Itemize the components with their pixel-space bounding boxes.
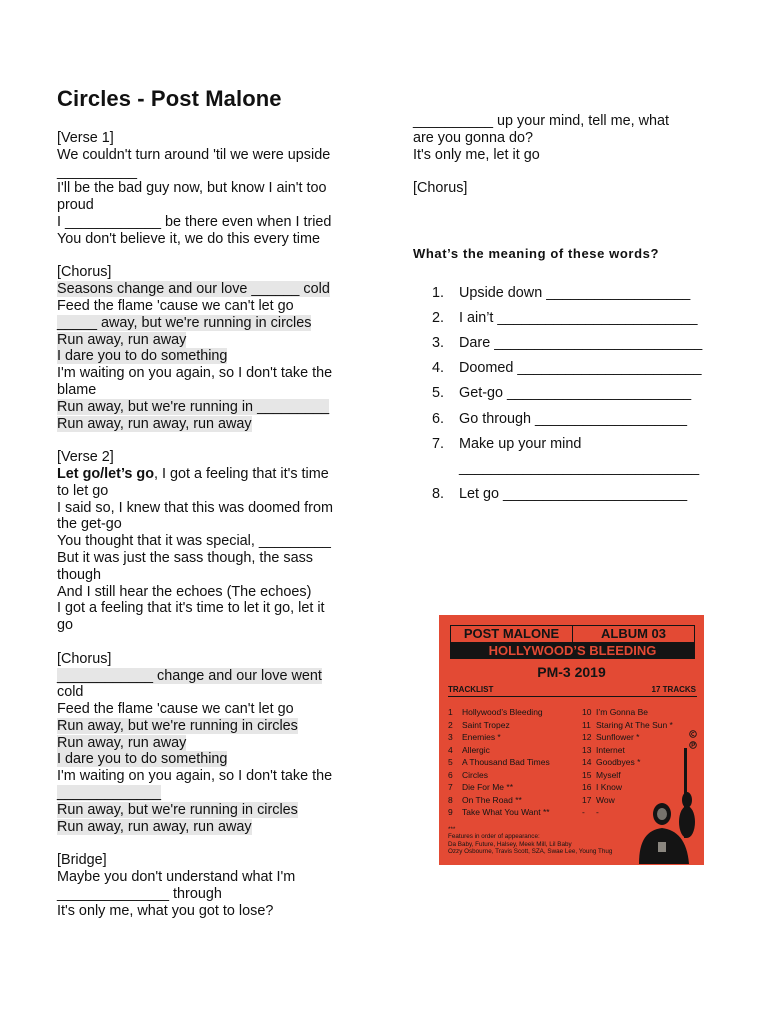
album-header (450, 625, 695, 643)
vocab-row (432, 482, 702, 507)
track-count: 17 TRACKS (651, 685, 696, 694)
lyric-line (57, 600, 357, 617)
lyric-line (57, 802, 357, 819)
lyric-line (57, 819, 357, 836)
vocab-term: Doomed _______________________ (459, 360, 702, 377)
lyric-text: I'll be the bad guy now, but know I ain't too (57, 180, 327, 197)
lyric-line (57, 147, 357, 164)
track-row (448, 744, 578, 757)
track-title: - (596, 807, 599, 817)
lyric-text: I dare you to do something (57, 348, 228, 365)
lyric-line (57, 701, 357, 718)
lyric-text: blame (57, 381, 97, 398)
lyric-line (57, 382, 357, 399)
album-title-bar: HOLLYWOOD’S BLEEDING (450, 642, 695, 659)
lyric-text: [Chorus] (57, 264, 112, 281)
lyric-line (57, 164, 357, 181)
lyric-text: I ____________ be there even when I tried (57, 213, 332, 230)
lyric-text: [Chorus] (57, 650, 112, 667)
track-number: 3 (448, 732, 453, 742)
lyric-text: _____________ (57, 785, 162, 802)
lyric-line (57, 180, 357, 197)
lyric-text: It's only me, what you got to lose? (57, 902, 274, 919)
lyric-text: Run away, but we're running in circles (57, 801, 298, 818)
track-title: Sunflower * (596, 732, 640, 742)
vocab-term: Upside down __________________ (459, 284, 691, 301)
lyric-text: [Bridge] (57, 852, 107, 869)
track-number: 1 (448, 707, 453, 717)
lyric-line (57, 264, 357, 281)
lyric-line (57, 550, 357, 567)
lyric-text: Run away, run away (57, 734, 187, 751)
lyric-text: Run away, run away, run away (57, 818, 252, 835)
vocab-term: Dare __________________________ (459, 334, 703, 351)
vocab-number: 1. (432, 284, 445, 301)
lyric-line (413, 113, 713, 130)
lyric-text: [Chorus] (413, 180, 468, 197)
lyric-text: Let go/let’s go, I got a feeling that it's time (57, 465, 329, 482)
lyric-text: Feed the flame 'cause we can't let go (57, 701, 294, 718)
track-title: Staring At The Sun * (596, 719, 673, 730)
vocab-entry (432, 330, 702, 355)
lyric-line (57, 281, 357, 298)
lyrics-column-left (57, 130, 357, 919)
lyric-text: I got a feeling that it's time to let it go, let it (57, 600, 325, 617)
track-title: Internet (596, 744, 625, 755)
lyric-text: __________ up your mind, tell me, what (413, 113, 669, 129)
lyric-text: Run away, run away (57, 331, 187, 348)
blank-line (57, 634, 357, 651)
track-number: 2 (448, 719, 453, 730)
track-row (448, 769, 578, 782)
vocab-row (432, 356, 702, 381)
lyric-text: You don't believe it, we do this every time (57, 230, 320, 247)
lyric-line (57, 903, 357, 920)
track-row (448, 706, 578, 719)
lyric-line (57, 466, 357, 483)
lyric-text: ____________ change and our love went (57, 667, 322, 684)
track-number: 8 (448, 794, 453, 805)
lyric-line (57, 214, 357, 231)
track-number: 11 (582, 719, 591, 730)
track-title: Saint Tropez (462, 719, 510, 730)
track-title: Hollywood’s Bleeding (462, 707, 543, 717)
lyric-line (57, 500, 357, 517)
lyric-line (57, 886, 357, 903)
vocab-list (432, 280, 702, 507)
lyric-text: Run away, but we're running in circles (57, 717, 298, 734)
lyric-text: And I still hear the echoes (The echoes) (57, 583, 312, 600)
artist-photo-icon (629, 730, 701, 864)
notes-heading: Features in order of appearance: (448, 833, 540, 841)
lyric-text: go (57, 617, 74, 634)
lyric-line (413, 147, 713, 164)
notes-line: Da Baby, Future, Halsey, Meek Mill, Lil Baby (448, 840, 572, 848)
lyric-text: [Verse 1] (57, 130, 114, 146)
lyric-line (57, 483, 357, 500)
track-number: 15 (582, 769, 592, 780)
lyric-line (57, 315, 357, 332)
vocab-number: 6. (432, 410, 445, 427)
blank-line (57, 432, 357, 449)
lyric-line (57, 684, 357, 701)
lyric-line (57, 449, 357, 466)
lyric-line (57, 668, 357, 685)
vocab-term: Let go _______________________ (459, 486, 688, 503)
notes-mark: *** (448, 826, 456, 833)
album-number: ALBUM 03 (600, 626, 666, 641)
vocab-entry (432, 431, 702, 481)
lyric-text: Run away, run away, run away (57, 415, 252, 432)
track-title: A Thousand Bad Times (462, 757, 550, 767)
tracklist-label: TRACKLIST (448, 685, 494, 694)
track-title: Goodbyes * (596, 757, 641, 767)
lyric-line (57, 735, 357, 752)
vocab-entry (432, 482, 702, 507)
track-title: I’m Gonna Be (596, 707, 648, 717)
lyric-text: But it was just the sass though, the sass (57, 549, 313, 566)
track-number: 4 (448, 744, 453, 755)
track-number: - (582, 807, 585, 817)
vocab-row (432, 431, 702, 456)
lyric-line (57, 197, 357, 214)
lyric-text: Maybe you don't understand what I'm (57, 869, 296, 886)
lyric-text: I'm waiting on you again, so I don't take the (57, 365, 333, 382)
track-number: 9 (448, 807, 453, 817)
lyric-text: _____ away, but we're running in circles (57, 314, 312, 331)
vocab-number: 4. (432, 360, 445, 377)
vocab-row (432, 280, 702, 305)
vocab-entry (432, 406, 702, 431)
lyric-line (57, 231, 357, 248)
track-title: I Know (596, 782, 622, 792)
lyric-line (57, 416, 357, 433)
vocab-row (432, 305, 702, 330)
blank-line (57, 835, 357, 852)
tracklist-left (448, 706, 578, 819)
track-title: Allergic (462, 744, 490, 755)
track-title: Myself (596, 769, 621, 780)
track-title: Wow (596, 794, 615, 805)
lyric-line (57, 348, 357, 365)
lyric-text: Run away, but we're running in _________ (57, 398, 330, 415)
lyrics-column-right (413, 113, 713, 197)
lyric-text: I said so, I knew that this was doomed from (57, 499, 333, 516)
lyric-line (57, 130, 357, 147)
lyric-line (57, 584, 357, 601)
vocab-term: Make up your mind (459, 435, 582, 452)
lyric-line (57, 399, 357, 416)
lyric-text: are you gonna do? (413, 129, 534, 146)
lyric-text: I'm waiting on you again, so I don't take the (57, 768, 333, 785)
track-row (448, 806, 578, 819)
album-cover (439, 615, 704, 865)
lyric-line (57, 567, 357, 584)
lyric-line (57, 365, 357, 382)
lyric-line (57, 332, 357, 349)
lyric-text: though (57, 566, 102, 583)
lyric-text: to let go (57, 482, 109, 499)
lyric-text: Seasons change and our love ______ cold (57, 281, 330, 298)
track-row (582, 706, 682, 719)
track-title: Take What You Want ** (462, 807, 550, 817)
track-number: 5 (448, 757, 453, 767)
blank-line (413, 163, 713, 180)
lyric-text: [Verse 2] (57, 449, 114, 466)
track-number: 10 (582, 707, 592, 717)
lyric-text: cold (57, 684, 84, 701)
track-row (448, 719, 578, 732)
track-row (448, 781, 578, 794)
album-code-year: PM-3 2019 (537, 664, 606, 680)
lyric-text: __________ (57, 163, 138, 180)
vocab-term: Go through ___________________ (459, 410, 688, 427)
lyric-line (57, 852, 357, 869)
lyric-text: You thought that it was special, _________ (57, 533, 331, 550)
vocab-entry (432, 356, 702, 381)
album-notes (448, 826, 628, 856)
lyric-text: the get-go (57, 516, 122, 533)
track-row (448, 731, 578, 744)
vocab-row (432, 330, 702, 355)
lyric-text: It's only me, let it go (413, 146, 540, 163)
vocab-entry (432, 305, 702, 330)
vocab-entry (432, 381, 702, 406)
album-divider (448, 696, 697, 697)
lyric-text: I dare you to do something (57, 751, 228, 768)
lyric-line (57, 785, 357, 802)
lyric-text: We couldn't turn around 'til we were upside (57, 146, 331, 163)
track-number: 16 (582, 782, 592, 792)
lyric-line (57, 533, 357, 550)
vocab-number: 5. (432, 385, 445, 402)
vocab-number: 7. (432, 435, 445, 452)
track-row (448, 756, 578, 769)
vocab-number: 8. (432, 486, 445, 503)
vocab-term: I ain’t _________________________ (459, 309, 698, 326)
track-number: 12 (582, 732, 592, 742)
track-number: 17 (582, 794, 592, 805)
lyric-line (57, 617, 357, 634)
question-heading: What’s the meaning of these words? (413, 246, 659, 261)
lyric-text: Feed the flame 'cause we can't let go (57, 297, 294, 314)
vocab-answer-line: ______________________________ (459, 460, 700, 477)
lyric-line (57, 516, 357, 533)
lyric-line (57, 651, 357, 668)
vocab-number: 2. (432, 309, 445, 326)
vocab-row (432, 381, 702, 406)
lyric-line (57, 298, 357, 315)
track-title: Enemies * (462, 732, 501, 742)
notes-line: Ozzy Osbourne, Travis Scott, SZA, Swae Lee, Young Thug (448, 848, 613, 856)
lyric-line (57, 768, 357, 785)
lyric-text: ______________ through (57, 885, 222, 902)
vocab-number: 3. (432, 334, 445, 351)
blank-line (57, 248, 357, 265)
track-number: 13 (582, 744, 592, 755)
album-artist: POST MALONE (451, 626, 573, 642)
track-title: Die For Me ** (462, 782, 514, 792)
lyric-line (413, 130, 713, 147)
track-number: 6 (448, 769, 453, 780)
track-number: 7 (448, 782, 453, 792)
track-row (448, 794, 578, 807)
track-number: 14 (582, 757, 592, 767)
vocab-entry (432, 280, 702, 305)
vocab-term: Get-go _______________________ (459, 385, 692, 402)
track-title: On The Road ** (462, 794, 522, 805)
lyric-line (57, 751, 357, 768)
lyric-line (57, 718, 357, 735)
track-title: Circles (462, 769, 488, 780)
lyric-text: proud (57, 197, 94, 214)
page-title: Circles - Post Malone (57, 86, 282, 111)
lyric-line (57, 869, 357, 886)
vocab-row (432, 406, 702, 431)
bold-term: Let go/let’s go (57, 465, 155, 482)
lyric-line (413, 180, 713, 197)
